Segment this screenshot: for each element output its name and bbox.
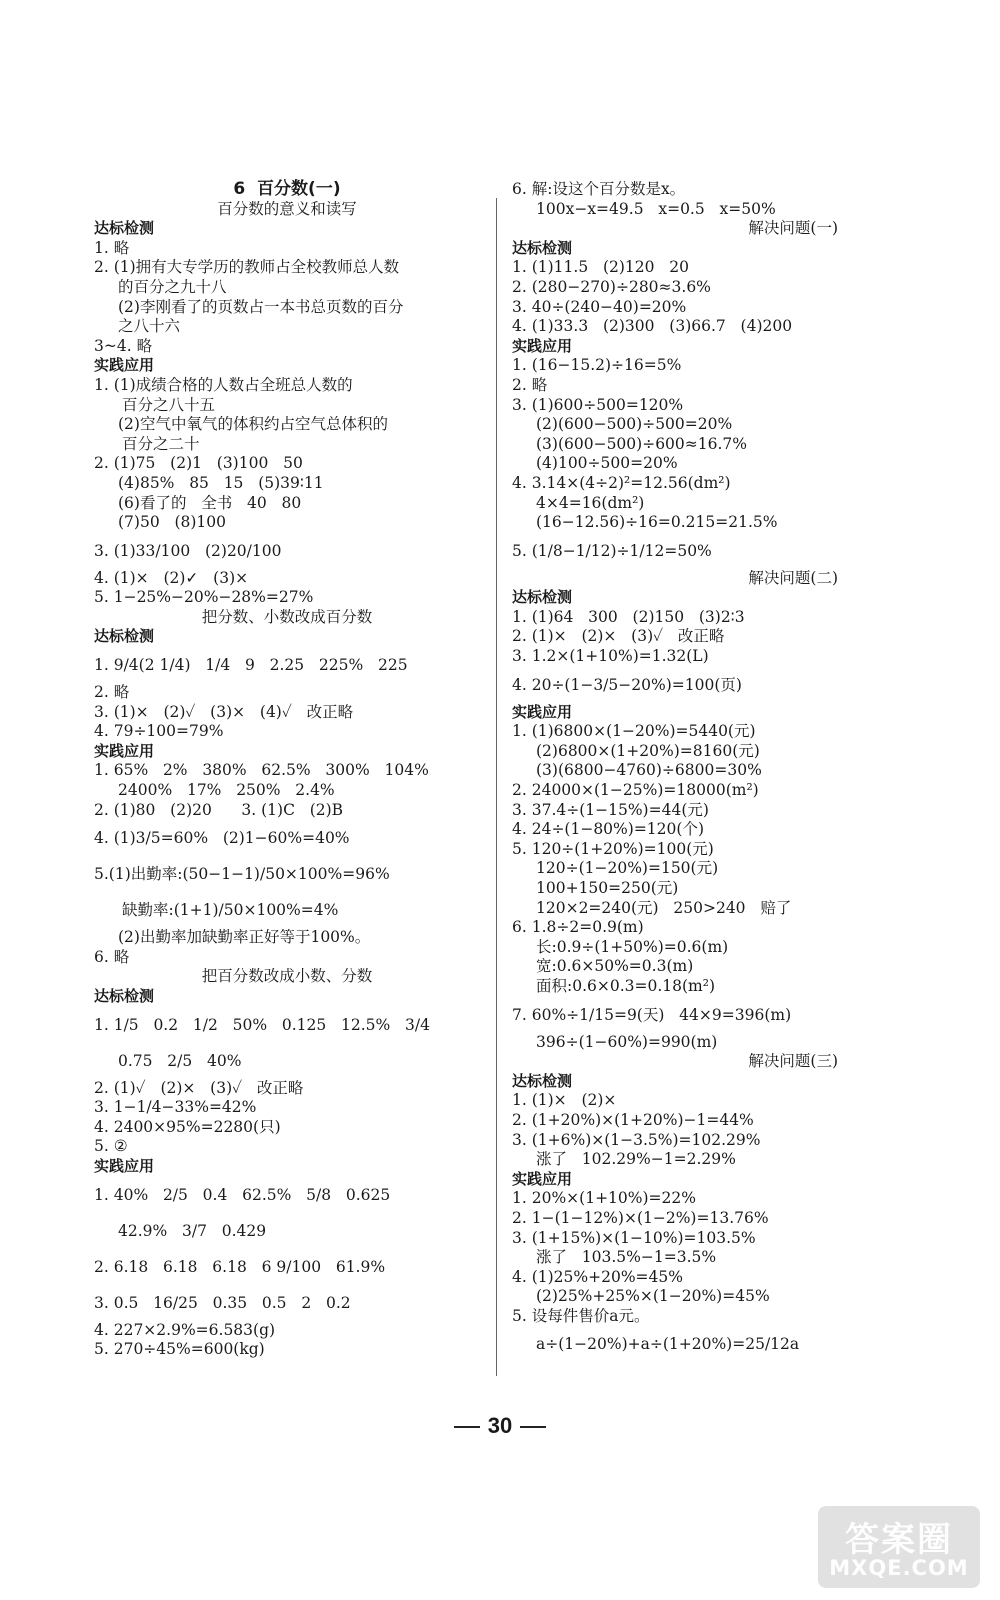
answer-line: 3~4. 略 bbox=[94, 336, 153, 355]
dash-left bbox=[454, 1426, 480, 1428]
answer-line: 4. 20÷(1−3/5−20%)=100(页) bbox=[512, 675, 742, 694]
answer-line: 5. 1−25%−20%−28%=27% bbox=[94, 588, 314, 607]
answer-line: 100+150=250(元) bbox=[536, 879, 679, 897]
answer-line: 1. 9/4(2 1/4) 1/4 9 2.25 225% 225 bbox=[94, 656, 408, 675]
section-heading: 达标检测 bbox=[94, 987, 155, 1005]
answer-line: 4. 227×2.9%=6.583(g) bbox=[94, 1320, 276, 1339]
answer-line: 4. (1)3/5=60% (2)1−60%=40% bbox=[94, 829, 350, 848]
answer-line: 3. 37.4÷(1−15%)=44(元) bbox=[512, 800, 709, 819]
answer-line: 1. (1)× (2)× bbox=[512, 1091, 617, 1110]
answer-line: 3. 1−1/4−33%=42% bbox=[94, 1098, 257, 1117]
answer-line: 120×2=240(元) 250>240 赔了 bbox=[536, 898, 792, 917]
watermark-logo bbox=[818, 1506, 980, 1588]
section-heading: 把分数、小数改成百分数 bbox=[201, 607, 373, 626]
section-heading: 实践应用 bbox=[94, 741, 155, 760]
answer-line: 42.9% 3/7 0.429 bbox=[118, 1221, 267, 1240]
answer-line: 5. 270÷45%=600(kg) bbox=[94, 1340, 265, 1359]
answer-line: 2. (1)80 (2)20 3. (1)C (2)B bbox=[94, 800, 344, 819]
answer-line: 2. (1)× (2)× (3)✓ 改正略 bbox=[512, 627, 725, 646]
section-heading: 达标检测 bbox=[94, 627, 155, 646]
answer-line: 长:0.9÷(1+50%)=0.6(m) bbox=[536, 937, 729, 956]
right-answer-column bbox=[512, 180, 842, 1362]
answer-line: 6. 1.8÷2=0.9(m) bbox=[512, 918, 644, 937]
answer-line: 2. (1)✓ (2)× (3)✓ 改正略 bbox=[94, 1078, 304, 1097]
section-heading: 解决问题(二) bbox=[748, 568, 838, 587]
answer-line: 2. 6.18 6.18 6.18 6 9/100 61.9% bbox=[94, 1257, 386, 1276]
answer-line: 涨了 103.5%−1=3.5% bbox=[536, 1248, 717, 1267]
answer-line: 1. 40% 2/5 0.4 62.5% 5/8 0.625 bbox=[94, 1185, 391, 1204]
answer-line: 5.(1)出勤率:(50−1−1)/50×100%=96% bbox=[94, 865, 390, 884]
answer-line: 3. 0.5 16/25 0.35 0.5 2 0.2 bbox=[94, 1293, 351, 1312]
answer-line: 4. (1)× (2)✓ (3)× bbox=[94, 568, 249, 587]
answer-line: 5. ② bbox=[94, 1137, 128, 1156]
answer-line: 5. 设每件售价a元。 bbox=[512, 1306, 650, 1325]
answer-line: 1. (1)64 300 (2)150 (3)2∶3 bbox=[512, 607, 745, 626]
answer-line: 之八十六 bbox=[118, 317, 181, 336]
answer-line: 2. (1)拥有大专学历的教师占全校教师总人数 bbox=[94, 258, 400, 277]
section-heading: 百分数的意义和读写 bbox=[217, 199, 357, 218]
answer-line: 3. 1.2×(1+10%)=1.32(L) bbox=[512, 647, 709, 666]
answer-line: (2)出勤率加缺勤率正好等于100%。 bbox=[118, 928, 371, 947]
answer-line: 2. 略 bbox=[512, 375, 548, 394]
section-heading: 达标检测 bbox=[94, 219, 155, 238]
answer-line: (3)(600−500)÷600≈16.7% bbox=[536, 434, 748, 453]
page-number: 30 bbox=[0, 1413, 1000, 1439]
answer-line: 1. (1)6800×(1−20%)=5440(元) bbox=[512, 722, 756, 741]
answer-line: 7. 60%÷1/15=9(天) 44×9=396(m) bbox=[512, 1005, 792, 1024]
answer-line: 1. 20%×(1+10%)=22% bbox=[512, 1189, 696, 1208]
answer-line: 2. (1+20%)×(1+20%)−1=44% bbox=[512, 1110, 754, 1129]
answer-line: 5. (1/8−1/12)÷1/12=50% bbox=[512, 541, 712, 560]
answer-line: (4)100÷500=20% bbox=[536, 454, 678, 473]
answer-line: 4. 79÷100=79% bbox=[94, 722, 224, 741]
section-heading: 实践应用 bbox=[512, 702, 573, 721]
answer-line: 3. (1)33/100 (2)20/100 bbox=[94, 541, 282, 560]
answer-line: 0.75 2/5 40% bbox=[118, 1051, 242, 1070]
answer-line: 4. 2400×95%=2280(只) bbox=[94, 1117, 281, 1136]
answer-line: 4. (1)33.3 (2)300 (3)66.7 (4)200 bbox=[512, 317, 793, 336]
answer-line: 1. 65% 2% 380% 62.5% 300% 104% bbox=[94, 761, 429, 780]
answer-line: 的百分之九十八 bbox=[118, 277, 227, 296]
answer-line: (6)看了的 全书 40 80 bbox=[118, 493, 302, 512]
section-heading: 解决问题(一) bbox=[748, 219, 838, 238]
answer-line: a÷(1−20%)+a÷(1+20%)=25/12a bbox=[536, 1335, 800, 1354]
answer-line: 3. (1)× (2)✓ (3)× (4)✓ 改正略 bbox=[94, 702, 354, 721]
answer-line: 百分之二十 bbox=[122, 434, 200, 453]
answer-line: 2. 1−(1−12%)×(1−2%)=13.76% bbox=[512, 1208, 769, 1227]
answer-line: (4)85% 85 15 (5)39∶11 bbox=[118, 473, 324, 492]
answer-line: 缺勤率:(1+1)/50×100%=4% bbox=[122, 901, 339, 920]
watermark-main-text: 答案圈 bbox=[845, 1520, 953, 1560]
answer-line: (2)6800×(1+20%)=8160(元) bbox=[536, 741, 760, 760]
left-answer-column bbox=[94, 180, 480, 1360]
answer-line: 1. (1)成绩合格的人数占全班总人数的 bbox=[94, 375, 353, 394]
answer-line: 2. (1)75 (2)1 (3)100 50 bbox=[94, 454, 303, 473]
section-heading: 达标检测 bbox=[512, 1071, 573, 1090]
section-heading: 达标检测 bbox=[512, 588, 573, 607]
answer-line: 1. (1)11.5 (2)120 20 bbox=[512, 258, 690, 277]
answer-line: (2)(600−500)÷500=20% bbox=[536, 415, 733, 434]
answer-line: 2. (280−270)÷280≈3.6% bbox=[512, 277, 711, 296]
answer-line: 2. 略 bbox=[94, 683, 130, 702]
answer-line: 100x−x=49.5 x=0.5 x=50% bbox=[536, 199, 776, 218]
section-heading: 把百分数改成小数、分数 bbox=[201, 967, 373, 986]
answer-line: 3. (1+6%)×(1−3.5%)=102.29% bbox=[512, 1130, 761, 1149]
answer-line: 1. 1/5 0.2 1/2 50% 0.125 12.5% 3/4 bbox=[94, 1015, 430, 1034]
answer-line: 1. 略 bbox=[94, 238, 130, 257]
answer-line: 396÷(1−60%)=990(m) bbox=[536, 1032, 718, 1051]
answer-line: 2. 24000×(1−25%)=18000(m²) bbox=[512, 781, 759, 800]
answer-line: 面积:0.6×0.3=0.18(m²) bbox=[536, 976, 716, 995]
section-heading: 解决问题(三) bbox=[748, 1052, 838, 1071]
answer-line: 2400% 17% 250% 2.4% bbox=[118, 781, 335, 800]
section-heading: 实践应用 bbox=[512, 336, 573, 355]
answer-line: 3. 40÷(240−40)=20% bbox=[512, 297, 687, 316]
watermark-site-text: MXQE.COM bbox=[829, 1556, 969, 1580]
answer-line: 1. (16−15.2)÷16=5% bbox=[512, 356, 682, 375]
answer-line: (2)空气中氧气的体积约占空气总体积的 bbox=[118, 415, 388, 434]
column-divider bbox=[496, 198, 497, 1376]
answer-line: 4. 3.14×(4÷2)²=12.56(dm²) bbox=[512, 473, 731, 492]
answer-line: (16−12.56)÷16=0.215=21.5% bbox=[536, 513, 778, 532]
answer-line: 6. 略 bbox=[94, 947, 130, 966]
section-heading: 达标检测 bbox=[512, 238, 573, 257]
answer-line: 4. 24÷(1−80%)=120(个) bbox=[512, 820, 704, 839]
answer-line: 4. (1)25%+20%=45% bbox=[512, 1267, 683, 1286]
answer-line: 6. 解:设这个百分数是x。 bbox=[512, 180, 686, 198]
answer-line: (2)25%+25%×(1−20%)=45% bbox=[536, 1287, 770, 1306]
answer-line: 涨了 102.29%−1=2.29% bbox=[536, 1150, 736, 1169]
section-heading: 实践应用 bbox=[94, 1156, 155, 1175]
answer-line: 4×4=16(dm²) bbox=[536, 493, 645, 512]
answer-line: (3)(6800−4760)÷6800=30% bbox=[536, 761, 762, 780]
section-heading: 实践应用 bbox=[512, 1169, 573, 1188]
answer-line: 3. (1+15%)×(1−10%)=103.5% bbox=[512, 1228, 756, 1247]
answer-line: 120÷(1−20%)=150(元) bbox=[536, 859, 719, 878]
answer-line: 宽:0.6×50%=0.3(m) bbox=[536, 957, 694, 976]
answer-line: 百分之八十五 bbox=[122, 395, 216, 414]
answer-line: (2)李刚看了的页数占一本书总页数的百分 bbox=[118, 297, 404, 316]
answer-line: (7)50 (8)100 bbox=[118, 513, 227, 532]
answer-line: 5. 120÷(1+20%)=100(元) bbox=[512, 839, 714, 858]
answer-line: 3. (1)600÷500=120% bbox=[512, 395, 684, 414]
section-heading: 6 百分数(一) bbox=[233, 179, 341, 199]
dash-right bbox=[520, 1426, 546, 1428]
section-heading: 实践应用 bbox=[94, 356, 155, 375]
